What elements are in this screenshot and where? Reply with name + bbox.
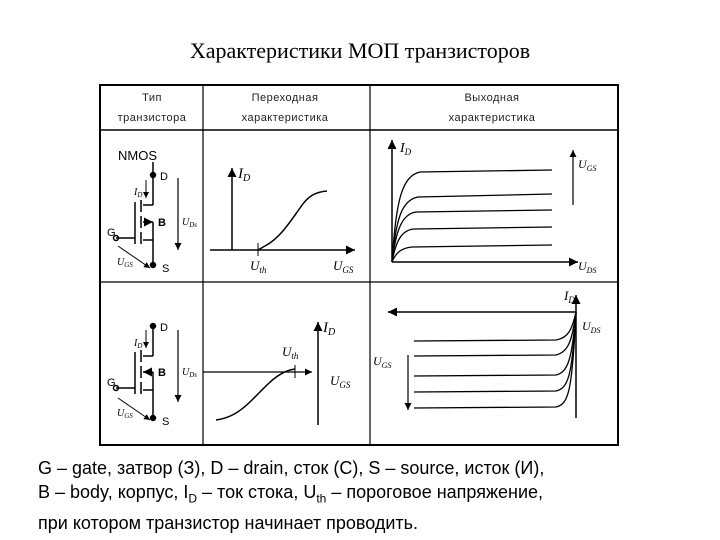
header-transfer-line2: характеристика <box>241 112 329 124</box>
header-type-line2: транзистора <box>117 112 187 124</box>
transfer-x-label: $U_{GS}$ <box>333 258 354 275</box>
pmos-labels <box>107 322 197 428</box>
pin-b-label-2: B <box>158 367 166 379</box>
uds-label-2: $U_{Ds}$ <box>182 367 198 379</box>
output-curve-1 <box>392 170 552 262</box>
id-label-2: $I_D$ <box>134 338 143 350</box>
table-header <box>118 92 536 124</box>
transfer-curve-2 <box>216 369 295 420</box>
pin-g-label-2: G <box>107 377 116 389</box>
output-x-label: $U_{DS}$ <box>578 259 597 275</box>
output-param-label: $U_{GS}$ <box>578 157 597 173</box>
output-curve-2-3 <box>414 312 576 376</box>
header-output-line2: характеристика <box>448 112 536 124</box>
output-curve-2-2 <box>414 312 576 356</box>
output-y-label-2: $I_D$ <box>564 288 575 305</box>
pin-g-label: G <box>107 227 116 239</box>
header-output-line1: Выходная <box>464 92 520 104</box>
nmos-symbol <box>114 148 179 268</box>
ugs-label: $U_{GS}$ <box>117 257 133 269</box>
transfer-y-label: $I_D$ <box>238 166 251 184</box>
pmos-symbol <box>114 324 179 421</box>
ugs-label-2: $U_{GS}$ <box>117 408 133 420</box>
header-transfer-line1: Переходная <box>251 92 319 104</box>
caption-line-3: при котором транзистор начинает проводить. <box>38 512 419 533</box>
pin-d-label: D <box>160 171 168 183</box>
transfer-chart-pmos <box>203 322 318 425</box>
uds-label: $U_{Ds}$ <box>182 217 198 229</box>
output-y-label: $I_D$ <box>400 141 412 157</box>
pin-s-label-2: S <box>162 416 170 428</box>
page-title: Характеристики МОП транзисторов <box>189 38 531 63</box>
caption <box>38 456 698 535</box>
output-curve-5 <box>392 245 552 262</box>
transfer-x-label-2: $U_{GS}$ <box>330 373 351 390</box>
output-param-label-2: $U_{GS}$ <box>373 354 392 370</box>
transfer-chart-nmos <box>210 168 355 256</box>
transfer-curve <box>258 191 327 250</box>
output-curve-3 <box>392 210 552 262</box>
output-chart-nmos <box>392 140 578 262</box>
output-chart-pmos <box>388 295 576 418</box>
pin-d-label-2: D <box>160 322 168 334</box>
header-type-line1: Тип <box>142 92 162 104</box>
nmos-label: NMOS <box>118 148 157 163</box>
nmos-labels <box>107 171 197 275</box>
output-curve-2-4 <box>414 312 576 392</box>
caption-line-2: B – body, корпус, $I_D$ – ток стока, $U_{th}$ – пороговое напряжение, <box>38 482 544 506</box>
output-curve-2-1 <box>414 312 576 341</box>
uth-label-2: $U_{th}$ <box>282 344 299 361</box>
uth-label: $U_{th}$ <box>250 258 267 275</box>
output-curve-4 <box>392 227 552 262</box>
pin-b-label: B <box>158 217 166 229</box>
pin-s-label: S <box>162 263 170 275</box>
output-curve-2-5 <box>414 312 576 408</box>
transfer-y-label-2: $I_D$ <box>323 320 336 338</box>
output-x-label-2: $U_{DS}$ <box>582 319 601 335</box>
caption-line-1: G – gate, затвор (З), D – drain, сток (С), S – source, исток (И), <box>38 458 545 478</box>
id-label: $I_D$ <box>134 187 143 199</box>
